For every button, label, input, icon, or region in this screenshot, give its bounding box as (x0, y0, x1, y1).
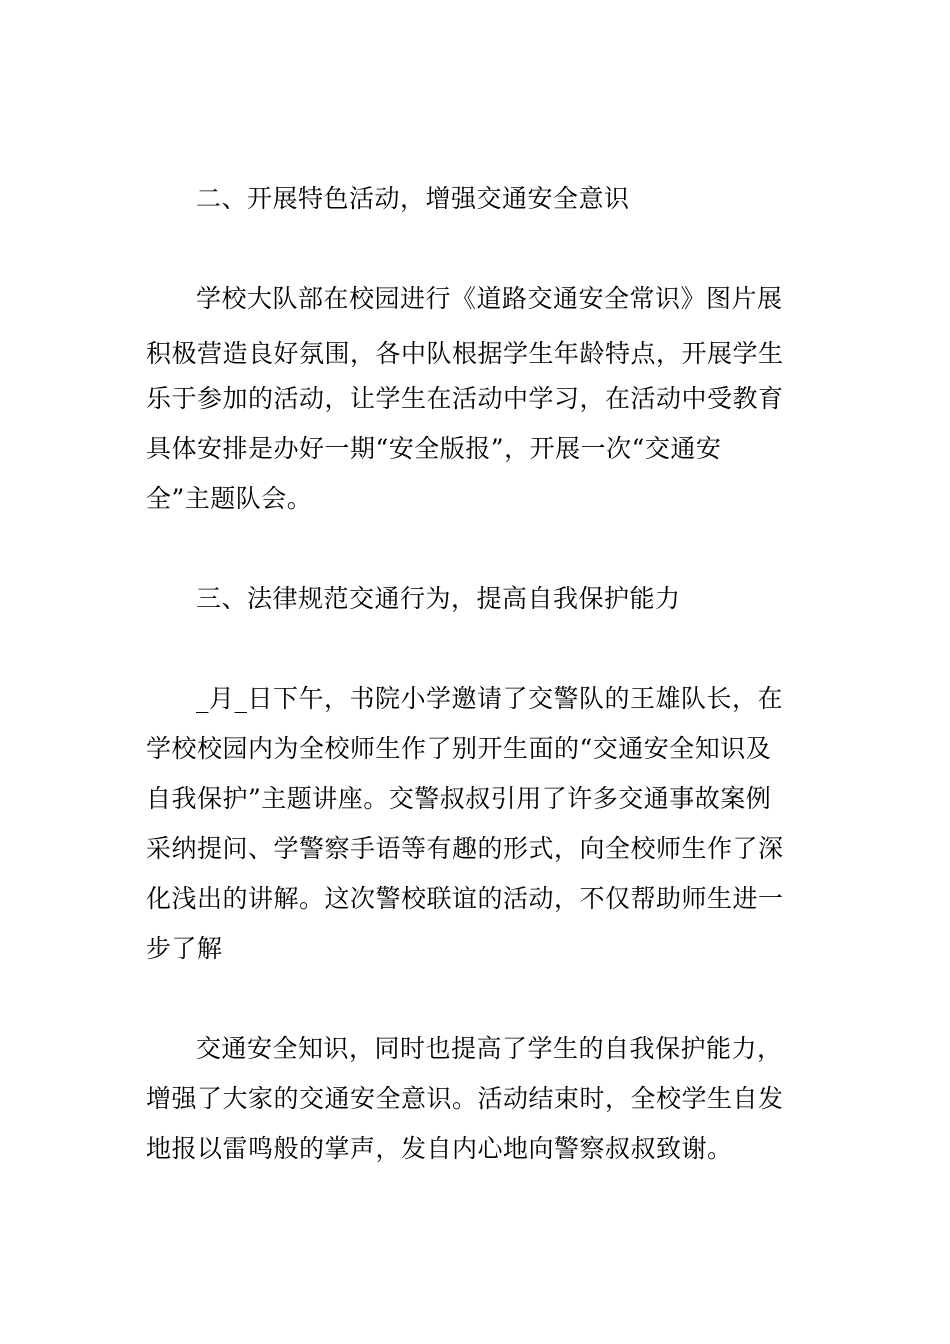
paragraph-3-line-1: 交通安全知识，同时也提高了学生的自我保护能力， (196, 1034, 783, 1063)
paragraph-1-line-3: 乐于参加的活动，让学生在活动中学习，在活动中受教育 (146, 384, 784, 413)
paragraph-2-line-3: 自我保护”主题讲座。交警叔叔引用了许多交通事故案例 (146, 784, 772, 813)
paragraph-1-line-4: 具体安排是办好一期“安全版报”，开展一次“交通安 (146, 434, 722, 463)
paragraph-3-line-3: 地报以雷鸣般的掌声，发自内心地向警察叔叔致谢。 (146, 1134, 733, 1163)
section-heading-2: 二、开展特色活动，增强交通安全意识 (196, 184, 630, 213)
paragraph-2-line-6: 步了解 (146, 934, 223, 963)
paragraph-3-line-2: 增强了大家的交通安全意识。活动结束时，全校学生自发 (146, 1084, 784, 1113)
paragraph-2-line-4: 采纳提问、学警察手语等有趣的形式，向全校师生作了深 (146, 834, 784, 863)
paragraph-1-line-5: 全”主题队会。 (146, 484, 313, 513)
paragraph-2-line-1: _月_日下午，书院小学邀请了交警队的王雄队长，在 (196, 684, 784, 713)
paragraph-1-line-1: 学校大队部在校园进行《道路交通安全常识》图片展 (196, 284, 783, 313)
paragraph-2-line-2: 学校校园内为全校师生作了别开生面的“交通安全知识及 (146, 734, 772, 763)
paragraph-1-line-2: 积极营造良好氛围，各中队根据学生年龄特点，开展学生 (146, 339, 784, 368)
paragraph-2-line-5: 化浅出的讲解。这次警校联谊的活动，不仅帮助师生进一 (146, 884, 784, 913)
section-heading-3: 三、法律规范交通行为，提高自我保护能力 (196, 584, 681, 613)
